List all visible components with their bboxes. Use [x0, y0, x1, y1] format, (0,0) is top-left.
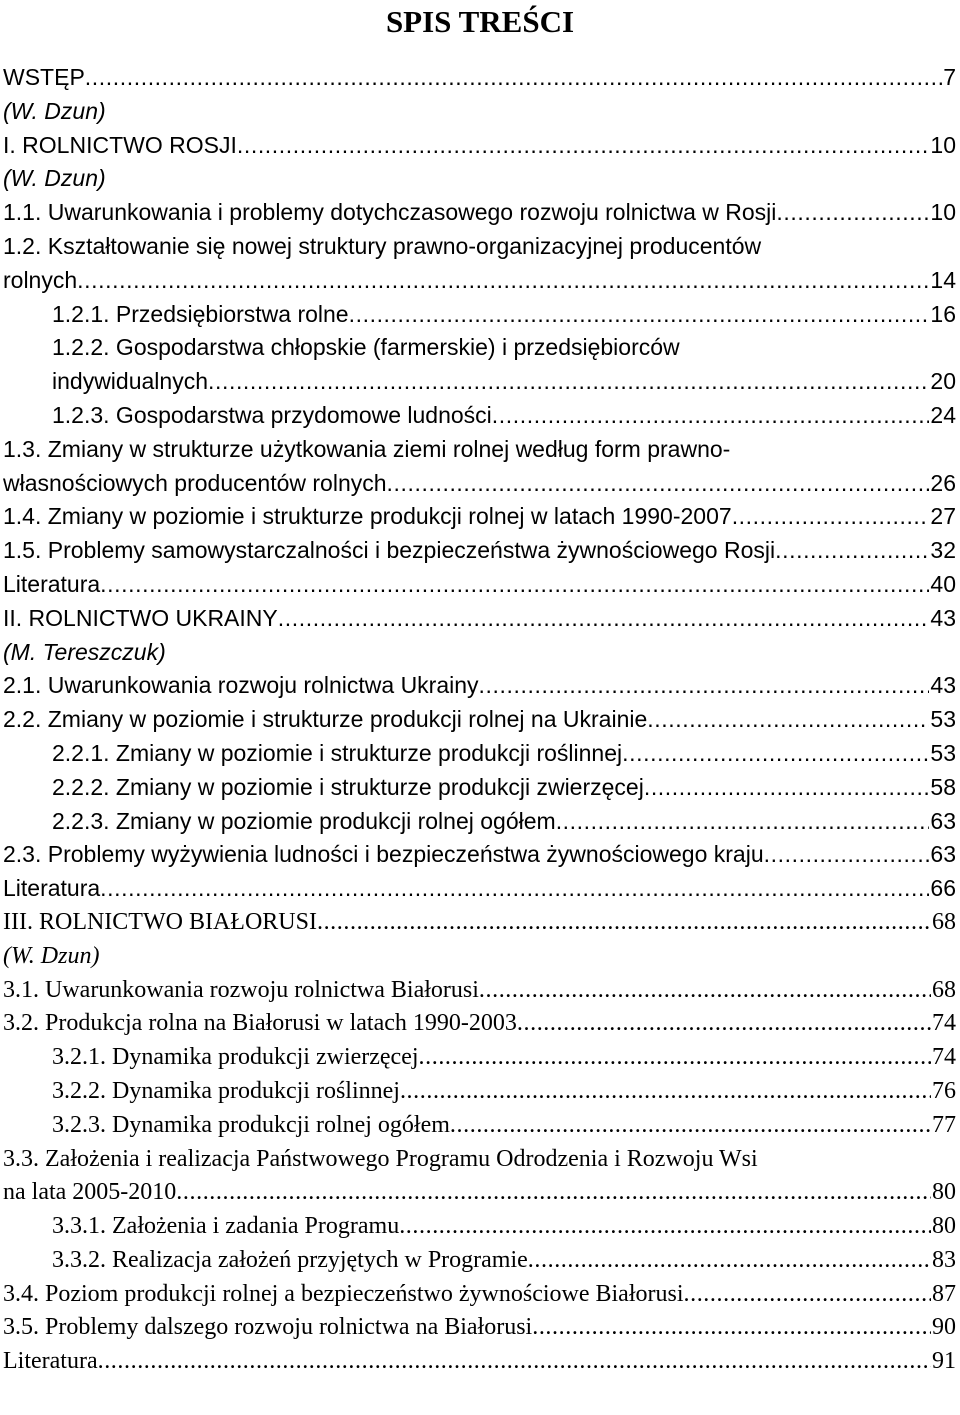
toc-entry[interactable] — [3, 568, 956, 602]
toc-entry[interactable] — [3, 129, 956, 163]
toc-entry-title: 1.3. Zmiany w strukturze użytkowania ziemi rolnej według form prawno- — [3, 435, 731, 462]
toc-entry-title: 1.2.1. Przedsiębiorstwa rolne — [52, 300, 349, 327]
toc-entry-title: 2.2.2. Zmiany w poziomie i strukturze produkcji zwierzęcej — [52, 773, 644, 800]
toc-leader-dots — [492, 399, 930, 433]
toc-entry[interactable] — [3, 1075, 956, 1109]
toc-page-number: 10 — [930, 199, 956, 226]
toc-entry-title: 2.2. Zmiany w poziomie i strukturze produkcji rolnej na Ukrainie — [3, 706, 648, 733]
toc-entry[interactable] — [3, 669, 956, 703]
toc-leader-dots — [349, 298, 930, 332]
toc-page-number: 40 — [930, 570, 956, 597]
toc-entry-title: rolnych — [3, 266, 78, 293]
toc-leader-dots — [532, 1311, 931, 1345]
toc-leader-dots — [419, 1041, 931, 1075]
toc-entry[interactable] — [3, 61, 956, 95]
toc-author — [3, 636, 956, 670]
toc-entry[interactable] — [3, 196, 956, 230]
toc-page-number: 68 — [932, 908, 956, 935]
toc-leader-dots — [98, 1345, 931, 1379]
toc-entry-title: 1.2.2. Gospodarstwa chłopskie (farmerskie) i przedsiębiorców — [52, 334, 680, 361]
toc-page-number: 16 — [930, 300, 956, 327]
toc-entry-title: 3.1. Uwarunkowania rozwoju rolnictwa Białorusi — [3, 976, 479, 1003]
toc-entry[interactable] — [3, 1244, 956, 1278]
toc-page-number: 68 — [932, 976, 956, 1003]
toc-page-number: 74 — [932, 1010, 956, 1037]
toc-leader-dots — [684, 1278, 932, 1312]
toc-entry[interactable] — [3, 1278, 956, 1312]
toc-entry-title: Literatura — [3, 1348, 98, 1375]
toc-page-number: 74 — [932, 1044, 956, 1071]
toc-leader-dots — [77, 264, 929, 298]
toc-page-number: 76 — [932, 1077, 956, 1104]
toc-page-number: 80 — [932, 1213, 956, 1240]
toc-leader-dots — [528, 1244, 931, 1278]
toc-page-number: 63 — [930, 807, 956, 834]
toc-entry[interactable] — [3, 534, 956, 568]
toc-page-number: 43 — [930, 604, 956, 631]
toc-leader-dots — [237, 129, 930, 163]
toc-entry-title: Literatura — [3, 875, 101, 902]
toc-entry-title: 2.3. Problemy wyżywienia ludności i bezpieczeństwa żywnościowego kraju — [3, 841, 764, 868]
toc-entry-title: 3.3.1. Założenia i zadania Programu — [52, 1213, 400, 1240]
toc-leader-dots — [479, 669, 930, 703]
toc-page-number: 7 — [943, 64, 956, 90]
toc-entry-title: 3.2. Produkcja rolna na Białorusi w latach 1990-2003 — [3, 1010, 517, 1037]
toc-entry[interactable] — [3, 703, 956, 737]
toc-entry[interactable] — [3, 1109, 956, 1143]
toc-entry-title: 1.2. Kształtowanie się nowej struktury prawno-organizacyjnej producentów — [3, 232, 762, 259]
toc-entry-title: 3.2.3. Dynamika produkcji rolnej ogółem — [52, 1111, 450, 1138]
toc-entry-title: 3.3.2. Realizacja założeń przyjętych w Programie — [52, 1246, 528, 1273]
toc-entry[interactable] — [3, 1176, 956, 1210]
toc-entry-title: 3.5. Problemy dalszego rozwoju rolnictwa na Białorusi — [3, 1314, 533, 1341]
toc-page-number: 14 — [930, 266, 956, 293]
toc-entry[interactable] — [3, 399, 956, 433]
toc-page-number: 24 — [930, 401, 956, 428]
toc-entry-title: 1.1. Uwarunkowania i problemy dotychczasowego rozwoju rolnictwa w Rosji — [3, 199, 777, 226]
toc-entry-title: (W. Dzun) — [3, 942, 100, 969]
toc-leader-dots — [450, 1109, 931, 1143]
toc-page-number: 53 — [930, 739, 956, 766]
toc-entry-title: 1.2.3. Gospodarstwa przydomowe ludności — [52, 401, 492, 428]
toc-page-number: 20 — [930, 368, 956, 395]
toc-page-number: 87 — [932, 1280, 956, 1307]
toc-entry-title: 2.2.3. Zmiany w poziomie produkcji rolnej ogółem — [52, 807, 556, 834]
toc-leader-dots — [278, 602, 930, 636]
toc-leader-dots — [644, 771, 930, 805]
toc-leader-dots — [479, 974, 931, 1008]
toc-entry — [3, 1143, 956, 1177]
toc-leader-dots — [622, 737, 929, 771]
toc-page-number: 66 — [930, 875, 956, 902]
toc-entry-title: na lata 2005-2010 — [3, 1179, 177, 1206]
toc-entry-title: indywidualnych — [52, 368, 208, 395]
toc-entry-title: 3.2.2. Dynamika produkcji roślinnej — [52, 1077, 400, 1104]
toc-entry-title: Literatura — [3, 570, 101, 597]
toc-author — [3, 95, 956, 129]
toc-author — [3, 940, 956, 974]
toc-leader-dots — [732, 500, 930, 534]
toc-entry — [3, 331, 956, 365]
toc-page-number: 10 — [930, 131, 956, 158]
toc-entry — [3, 433, 956, 467]
toc-entry[interactable] — [3, 500, 956, 534]
toc-entry-title: 2.2.1. Zmiany w poziomie i strukturze produkcji roślinnej — [52, 739, 623, 766]
toc-entry[interactable] — [3, 838, 956, 872]
toc-page-number: 26 — [930, 469, 956, 496]
toc-page-number: 80 — [932, 1179, 956, 1206]
toc-entry-title: 3.3. Założenia i realizacja Państwowego Programu Odrodzenia i Rozwoju Wsi — [3, 1145, 758, 1172]
toc-page-number: 43 — [930, 672, 956, 699]
toc-entry[interactable] — [3, 906, 956, 940]
toc-leader-dots — [176, 1176, 931, 1210]
toc-page-number: 32 — [930, 537, 956, 564]
toc-author — [3, 162, 956, 196]
toc-entry[interactable] — [3, 1210, 956, 1244]
toc-entry-title: 1.5. Problemy samowystarczalności i bezpieczeństwa żywnościowego Rosji — [3, 537, 776, 564]
toc-leader-dots — [317, 906, 931, 940]
toc-leader-dots — [647, 703, 929, 737]
toc-entry-title: 2.1. Uwarunkowania rozwoju rolnictwa Ukrainy — [3, 672, 479, 699]
toc-leader-dots — [85, 61, 942, 95]
toc-entry[interactable] — [3, 1007, 956, 1041]
toc-entry[interactable] — [3, 1041, 956, 1075]
toc-leader-dots — [556, 805, 930, 839]
toc-leader-dots — [399, 1210, 931, 1244]
toc-entry[interactable] — [3, 805, 956, 839]
toc-entry-title: (W. Dzun) — [3, 97, 106, 124]
toc-entry[interactable] — [3, 264, 956, 298]
toc-leader-dots — [387, 467, 930, 501]
toc-page-number: 91 — [932, 1348, 956, 1375]
toc-page-number: 58 — [930, 773, 956, 800]
toc-entry-title: 1.4. Zmiany w poziomie i strukturze produkcji rolnej w latach 1990-2007 — [3, 503, 732, 530]
toc-entry[interactable] — [3, 771, 956, 805]
toc-entry[interactable] — [3, 737, 956, 771]
toc-entry-title: 3.4. Poziom produkcji rolnej a bezpieczeństwo żywnościowe Białorusi — [3, 1280, 684, 1307]
toc-entry[interactable] — [3, 602, 956, 636]
toc-leader-dots — [764, 838, 930, 872]
toc-entry[interactable] — [3, 467, 956, 501]
toc-entry[interactable] — [3, 974, 956, 1008]
toc-entry-title: II. ROLNICTWO UKRAINY — [3, 604, 278, 631]
toc-entry — [3, 230, 956, 264]
toc-page-number: 77 — [932, 1111, 956, 1138]
toc-entry-title: 3.2.1. Dynamika produkcji zwierzęcej — [52, 1044, 419, 1071]
toc-page-number: 63 — [930, 841, 956, 868]
page-title: SPIS TREŚCI — [385, 4, 575, 39]
toc-entry[interactable] — [3, 1311, 956, 1345]
toc-entry-title: III. ROLNICTWO BIAŁORUSI — [3, 908, 317, 935]
toc-page-number: 90 — [932, 1314, 956, 1341]
toc-entry-title: WSTĘP — [3, 64, 85, 90]
toc-entry[interactable] — [3, 1345, 956, 1379]
toc-page-number: 27 — [930, 503, 956, 530]
table-of-contents — [3, 61, 956, 1379]
toc-entry-title: (M. Tereszczuk) — [3, 638, 166, 665]
toc-leader-dots — [100, 568, 929, 602]
toc-leader-dots — [517, 1007, 931, 1041]
toc-entry[interactable] — [3, 872, 956, 906]
toc-leader-dots — [100, 872, 929, 906]
toc-entry[interactable] — [3, 365, 956, 399]
toc-leader-dots — [775, 534, 929, 568]
toc-entry-title: I. ROLNICTWO ROSJI — [3, 131, 237, 158]
toc-entry[interactable] — [3, 298, 956, 332]
toc-leader-dots — [776, 196, 929, 230]
toc-page-number: 83 — [932, 1246, 956, 1273]
toc-leader-dots — [400, 1075, 931, 1109]
toc-entry-title: (W. Dzun) — [3, 165, 106, 192]
toc-leader-dots — [208, 365, 929, 399]
toc-entry-title: własnościowych producentów rolnych — [3, 469, 387, 496]
toc-page-number: 53 — [930, 706, 956, 733]
